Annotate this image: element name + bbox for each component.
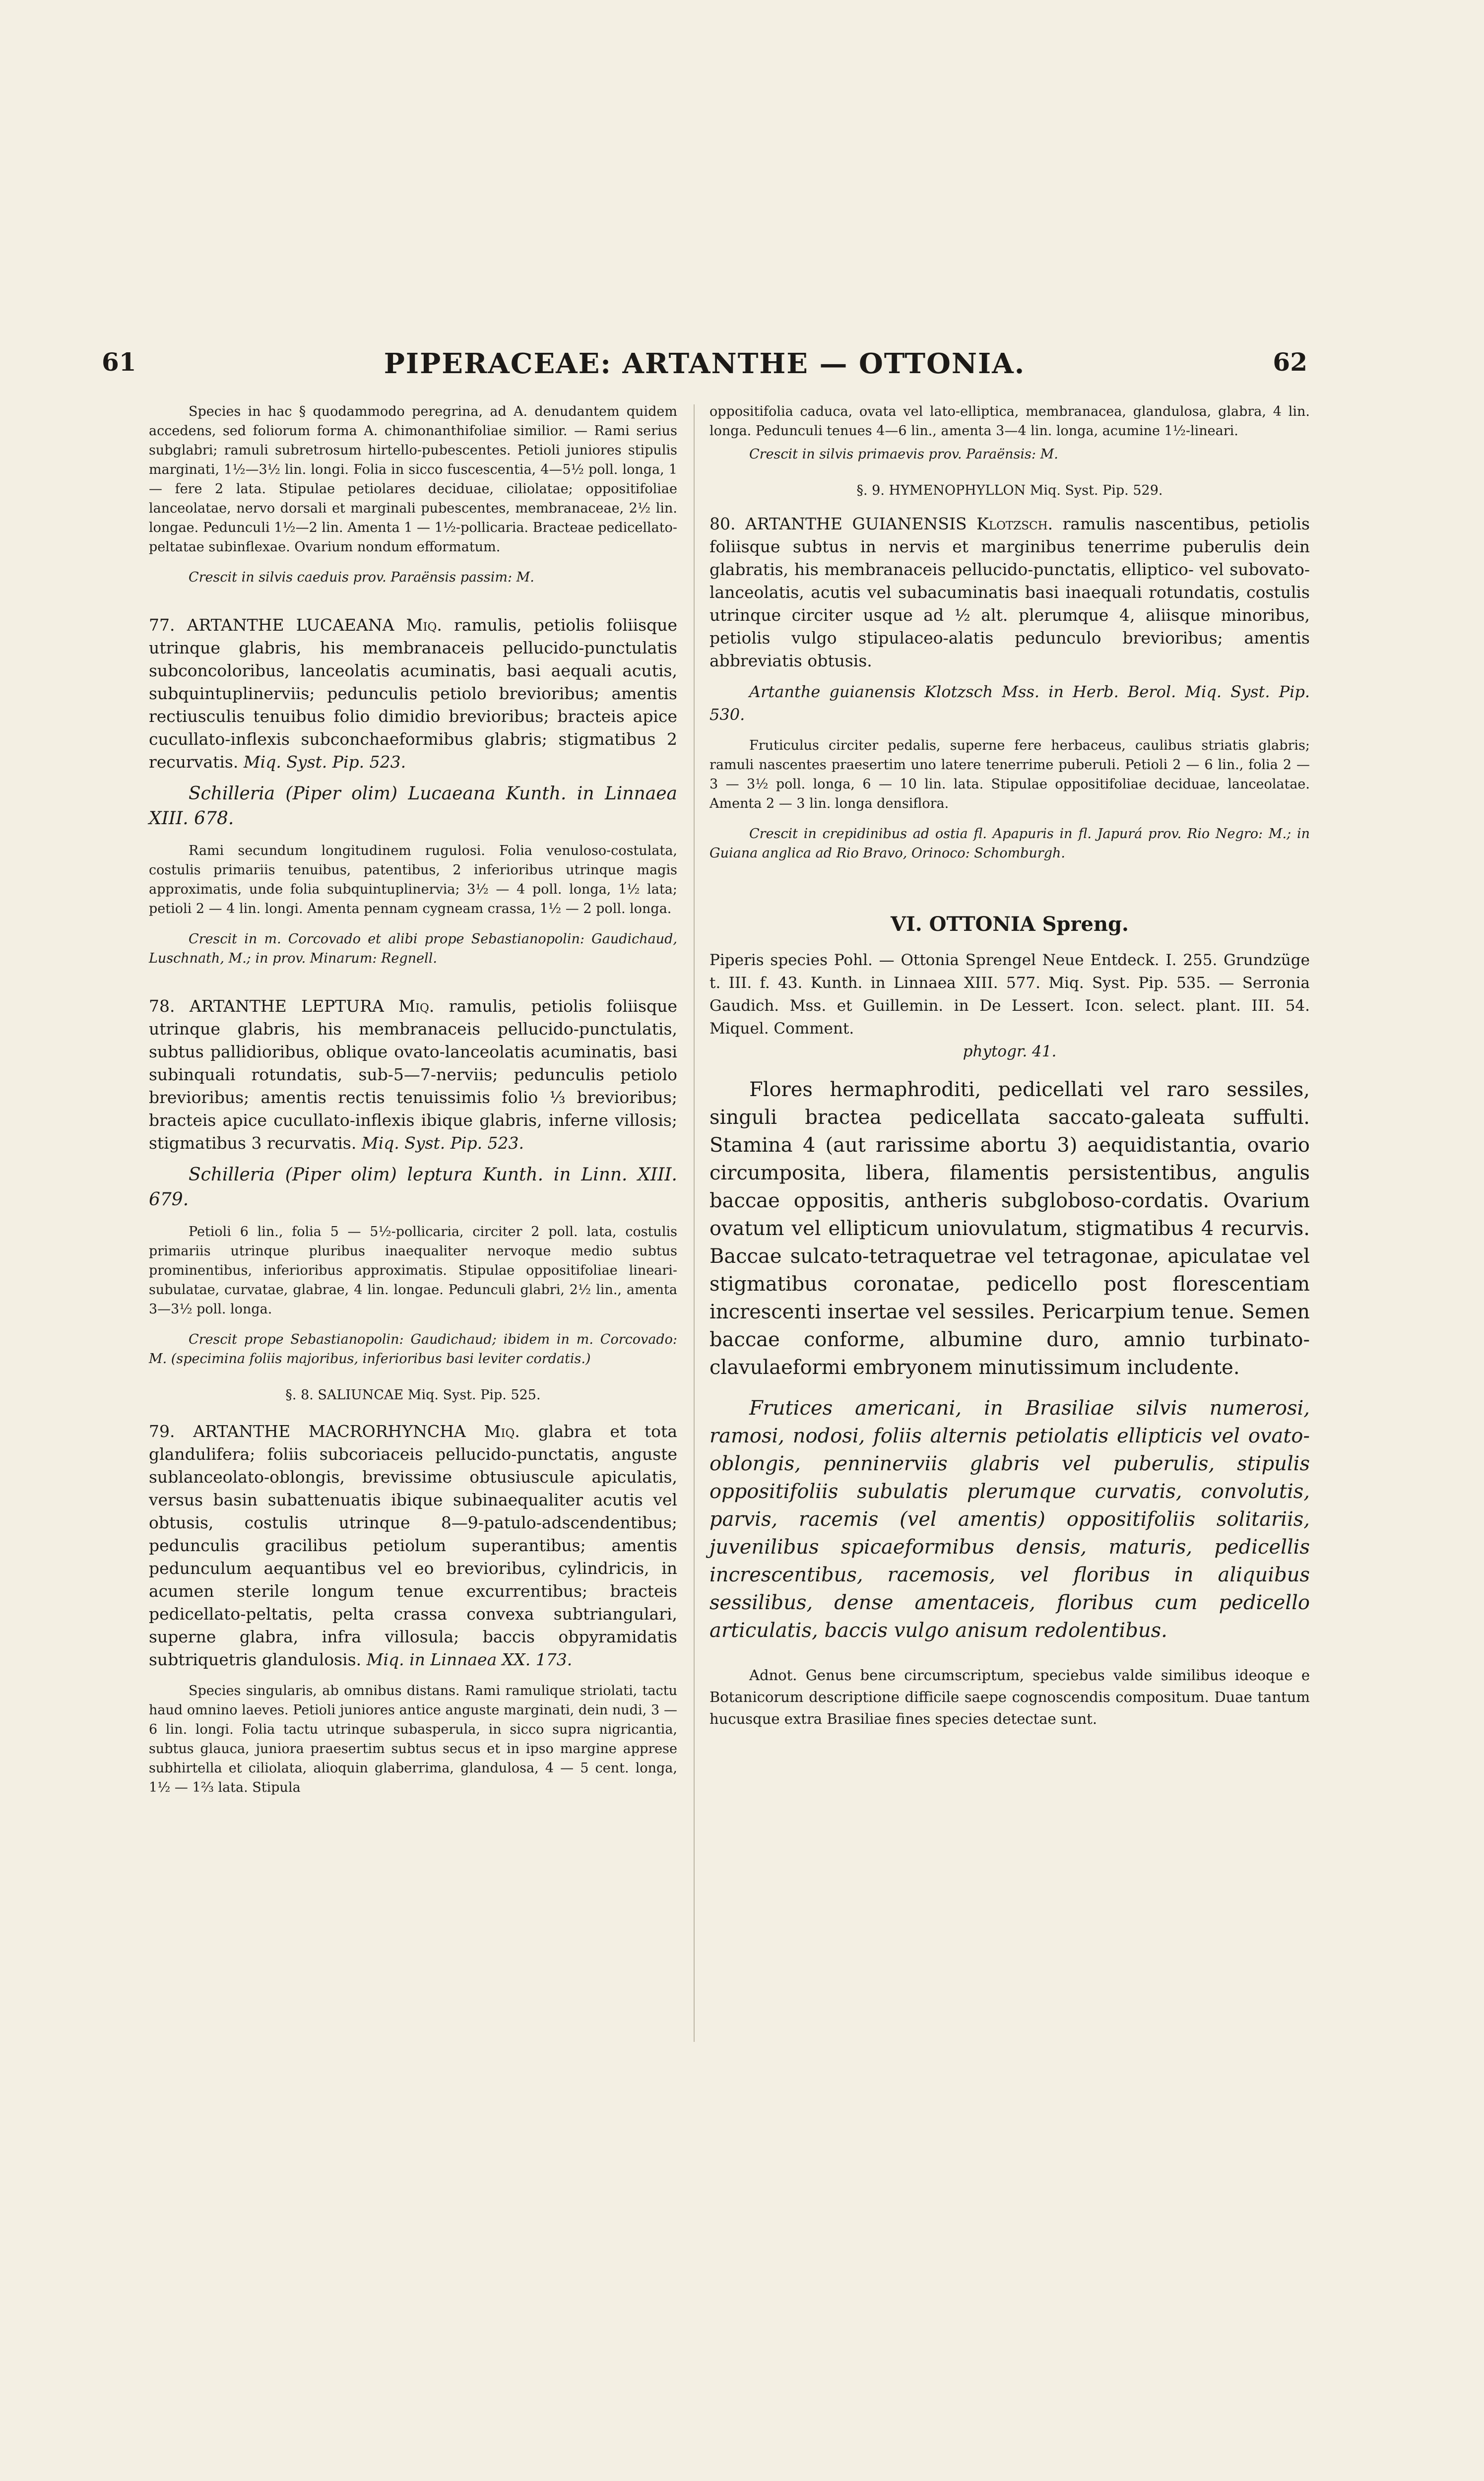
species-78-synonym: Schilleria (Piper olim) leptura Kunth. in Linn. XIII. 679. — [149, 1165, 677, 1210]
section-8-heading: §. 8. SALIUNCAE Miq. Syst. Pip. 525. — [285, 1387, 541, 1403]
species-77-habitat: Crescit in m. Corcovado et alibi prope Sebastianopolin: Gaudichaud, Luschnath, M.; in prov. Minarum: Regnell. — [149, 931, 677, 966]
continued-description: oppositifolia caduca, ovata vel lato-elliptica, membranacea, glandulosa, glabra, 4 lin. longa. Pedunculi tenues 4—6 lin., amenta 3—4 lin. longa, acumine 1½-lineari. — [710, 404, 1310, 439]
genus-description: Flores hermaphroditi, pedicellati vel raro sessiles, singuli bractea pedicellata saccato-galeata suffulti. Stamina 4 (aut rarissime abortu 3) aequidistantia, ovario circumposita, libera, filamentis persistentibus, angulis baccae oppositis, antheris subgloboso-cordatis. Ovarium ovatum vel ellipticum uniovulatum, stigmatibus 4 recurvis. Baccae sulcato-tetraquetrae vel tetragonae, apiculatae vel stigmatibus coronatae, pedicello post florescentiam increscenti insertae vel sessiles. Pericarpium tenue. Semen baccae conforme, albumine duro, amnio turbinato-clavulaeformi embryonem minutissimum includente. — [710, 1078, 1310, 1379]
species-79-diagnosis: glabra et tota glandulifera; foliis subcoriaceis pellucido-punctatis, anguste sublanceolato-oblongis, brevissime obtusiuscule apiculatis, versus basin subattenuatis ibique subinaequaliter acutis vel obtusis, costulis utrinque 8—9-patulo-adscendentibus; pedunculis gracilibus petiolum superantibus; amentis pedunculum aequantibus vel eo brevioribus, cylindricis, in acumen sterile longum tenue excurrentibus; bracteis pedicellato-peltatis, pelta crassa convexa subtriangulari, superne glabra, infra villosula; baccis obpyramidatis subtriquetris glandulosis. — [149, 1422, 677, 1669]
species-77-reference: Miq. Syst. Pip. 523. — [243, 752, 406, 772]
species-80-synonym: Artanthe guianensis Klotzsch Mss. in Herb. Berol. Miq. Syst. Pip. 530. — [710, 682, 1310, 724]
running-header — [102, 347, 1307, 392]
genus-heading: VI. OTTONIA Spreng. — [891, 913, 1129, 936]
species-79-reference: Miq. in Linnaea XX. 173. — [366, 1650, 573, 1669]
continued-habitat: Crescit in silvis primaevis prov. Paraënsis: M. — [749, 447, 1058, 462]
right-column — [710, 402, 1310, 1730]
species-80-diagnosis: ramulis nascentibus, petiolis foliisque subtus in nervis et marginibus tenerrime puberulis dein glabratis, his membranaceis pellucido-punctatis, elliptico- vel subovato-lanceolatis, acutis vel subacuminatis basi inaequali rotundatis, costulis utrinque circiter usque ad ½ alt. plerumque 4, aliisque minoribus, petiolis vulgo stipulaceo-alatis pedunculo brevioribus; amentis abbreviatis obtusis. — [710, 514, 1310, 670]
species-78-habitat: Crescit prope Sebastianopolin: Gaudichaud; ibidem in m. Corcovado: M. (specimina foliis majoribus, inferioribus basi leviter cordatis.) — [149, 1332, 677, 1367]
species-79-entry — [149, 1420, 677, 1671]
species-80-entry — [710, 513, 1310, 672]
species-77-number: 77. — [149, 615, 175, 635]
genus-synonymy-end: phytogr. 41. — [963, 1043, 1057, 1060]
species-80-description: Fruticulus circiter pedalis, superne fere herbaceus, caulibus striatis glabris; ramuli nascentes praesertim uno latere tenerrime puberuli. Petioli 2 — 6 lin., folia 2 — 3 — 3½ poll. longa, 6 — 10 lin. lata. Stipulae oppositifoliae deciduae, lanceolatae. Amenta 2 — 3 lin. longa densiflora. — [710, 738, 1310, 811]
species-80-number: 80. — [710, 514, 736, 533]
running-title: PIPERACEAE: ARTANTHE — OTTONIA. — [384, 347, 1026, 380]
species-77-description: Rami secundum longitudinem rugulosi. Folia venuloso-costulata, costulis primariis tenuibus, patentibus, 2 inferioribus utrinque magis approximatis, unde folia subquintuplinervia; 3½ — 4 poll. longa, 1½ lata; petioli 2 — 4 lin. longi. Amenta pennam cygneam crassa, 1½ — 2 poll. longa. — [149, 843, 677, 916]
species-79-number: 79. — [149, 1422, 175, 1441]
section-9-heading: §. 9. HYMENOPHYLLON Miq. Syst. Pip. 529. — [856, 483, 1163, 498]
species-80-habitat: Crescit in crepidinibus ad ostia fl. Apapuris in fl. Japurá prov. Rio Negro: M.; in Guiana anglica ad Rio Bravo, Orinoco: Schomburgh. — [710, 826, 1310, 861]
species-80-name: ARTANTHE GUIANENSIS — [745, 514, 967, 533]
species-77-diagnosis: ramulis, petiolis foliisque utrinque glabris, his membranaceis pellucido-punctulatis subconcoloribus, lanceolatis acuminatis, basi aequali acutis, subquintuplinerviis; pedunculis petiolo brevioribus; amentis rectiusculis tenuibus folio dimidio brevioribus; bracteis apice cucullato-inflexis subconchaeformibus glabris; stigmatibus 2 recurvatis. — [149, 615, 678, 772]
genus-adnotation: Adnot. Genus bene circumscriptum, speciebus valde similibus ideoque e Botanicorum descriptione difficile saepe cognoscendis compositum. Duae tantum hucusque extra Brasiliae fines species detectae sunt. — [710, 1667, 1310, 1727]
page-number-right: 62 — [1273, 347, 1307, 377]
species-80-author: Klotzsch. — [976, 514, 1053, 533]
species-78-diagnosis: ramulis, petiolis foliisque utrinque glabris, his membranaceis pellucido-punctulatis, subtus pallidioribus, oblique ovato-lanceolatis acuminatis, basi subinquali rotundatis, sub-5—7-nerviis; pedunculis petiolo brevioribus; amentis rectis tenuissimis folio ⅓ brevioribus; bracteis apice cucullato-inflexis ibique glabris, inferne villosis; stigmatibus 3 recurvatis. — [149, 996, 677, 1153]
genus-habit: Frutices americani, in Brasiliae silvis numerosi, ramosi, nodosi, foliis alternis petiolatis ellipticis vel ovato-oblongis, penninerviis glabris vel puberulis, stipulis oppositifoliis subulatis plerumque curvatis, convolutis, parvis, racemis (vel amentis) oppositifoliis solitariis, juvenilibus spicaeformibus densis, maturis, pedicellis increscentibus, racemosis, vel floribus in aliquibus sessilibus, dense amentaceis, floribus cum pedicello articulatis, baccis vulgo anisum redolentibus. — [710, 1397, 1310, 1642]
genus-synonymy: Piperis species Pohl. — Ottonia Sprengel Neue Entdeck. I. 255. Grundzüge t. III. f. 43. Kunth. in Linnaea XIII. 577. Miq. Syst. Pip. 535. — Serronia Gaudich. Mss. et Guillemin. in De Lessert. Icon. select. plant. III. 54. Miquel. Comment. — [710, 951, 1310, 1038]
species-77-synonym: Schilleria (Piper olim) Lucaeana Kunth. in Linnaea XIII. 678. — [149, 783, 677, 829]
species-78-name: ARTANTHE LEPTURA — [189, 996, 384, 1016]
species-79-author: Miq. — [484, 1422, 520, 1441]
species-78-number: 78. — [149, 996, 175, 1016]
intro-habitat: Crescit in silvis caeduis prov. Paraënsis passim: M. — [189, 570, 534, 585]
species-77-author: Miq. — [406, 615, 442, 635]
species-78-entry — [149, 995, 677, 1155]
column-divider — [694, 404, 695, 2042]
left-column — [149, 402, 677, 1797]
species-78-author: Miq. — [398, 996, 435, 1016]
intro-paragraph: Species in hac § quodammodo peregrina, ad A. denudantem quidem accedens, sed foliorum forma A. chimonanthifoliae similior. — Rami serius subglabri; ramuli subretrosum hirtello-pubescentes. Petioli juniores stipulis marginati, 1½—3½ lin. longi. Folia in sicco fuscescentia, 4—5½ poll. longa, 1 — fere 2 lata. Stipulae petiolares deciduae, ciliolatae; oppositifoliae lanceolatae, nervo dorsali et marginali pubescentes, membranaceae, 2½ lin. longae. Pedunculi 1½—2 lin. Amenta 1 — 1½-pollicaria. Bracteae pedicellato-peltatae subinflexae. Ovarium nondum efformatum. — [149, 404, 677, 555]
species-78-reference: Miq. Syst. Pip. 523. — [361, 1133, 524, 1153]
species-78-description: Petioli 6 lin., folia 5 — 5½-pollicaria, circiter 2 poll. lata, costulis primariis utrinque pluribus inaequaliter nervoque medio subtus prominentibus, inferioribus approximatis. Stipulae oppositifoliae lineari-subulatae, curvatae, glabrae, 4 lin. longae. Pedunculi glabri, 2½ lin., amenta 3—3½ poll. longa. — [149, 1224, 677, 1317]
species-77-name: ARTANTHE LUCAEANA — [187, 615, 394, 635]
page-number-left: 61 — [102, 347, 136, 377]
species-79-name: ARTANTHE MACRORHYNCHA — [193, 1422, 466, 1441]
species-79-description: Species singularis, ab omnibus distans. Rami ramulique striolati, tactu haud omnino laeves. Petioli juniores antice anguste marginati, dein nudi, 3 — 6 lin. longi. Folia tactu utrinque subasperula, in sicco supra nigricantia, subtus glauca, juniora praesertim subtus secus et in ipso margine apprese subhirtella et ciliolata, alioquin glaberrima, glandulosa, 4 — 5 cent. longa, 1½ — 1⅔ lata. Stipula — [149, 1683, 677, 1795]
species-77-entry — [149, 614, 677, 774]
